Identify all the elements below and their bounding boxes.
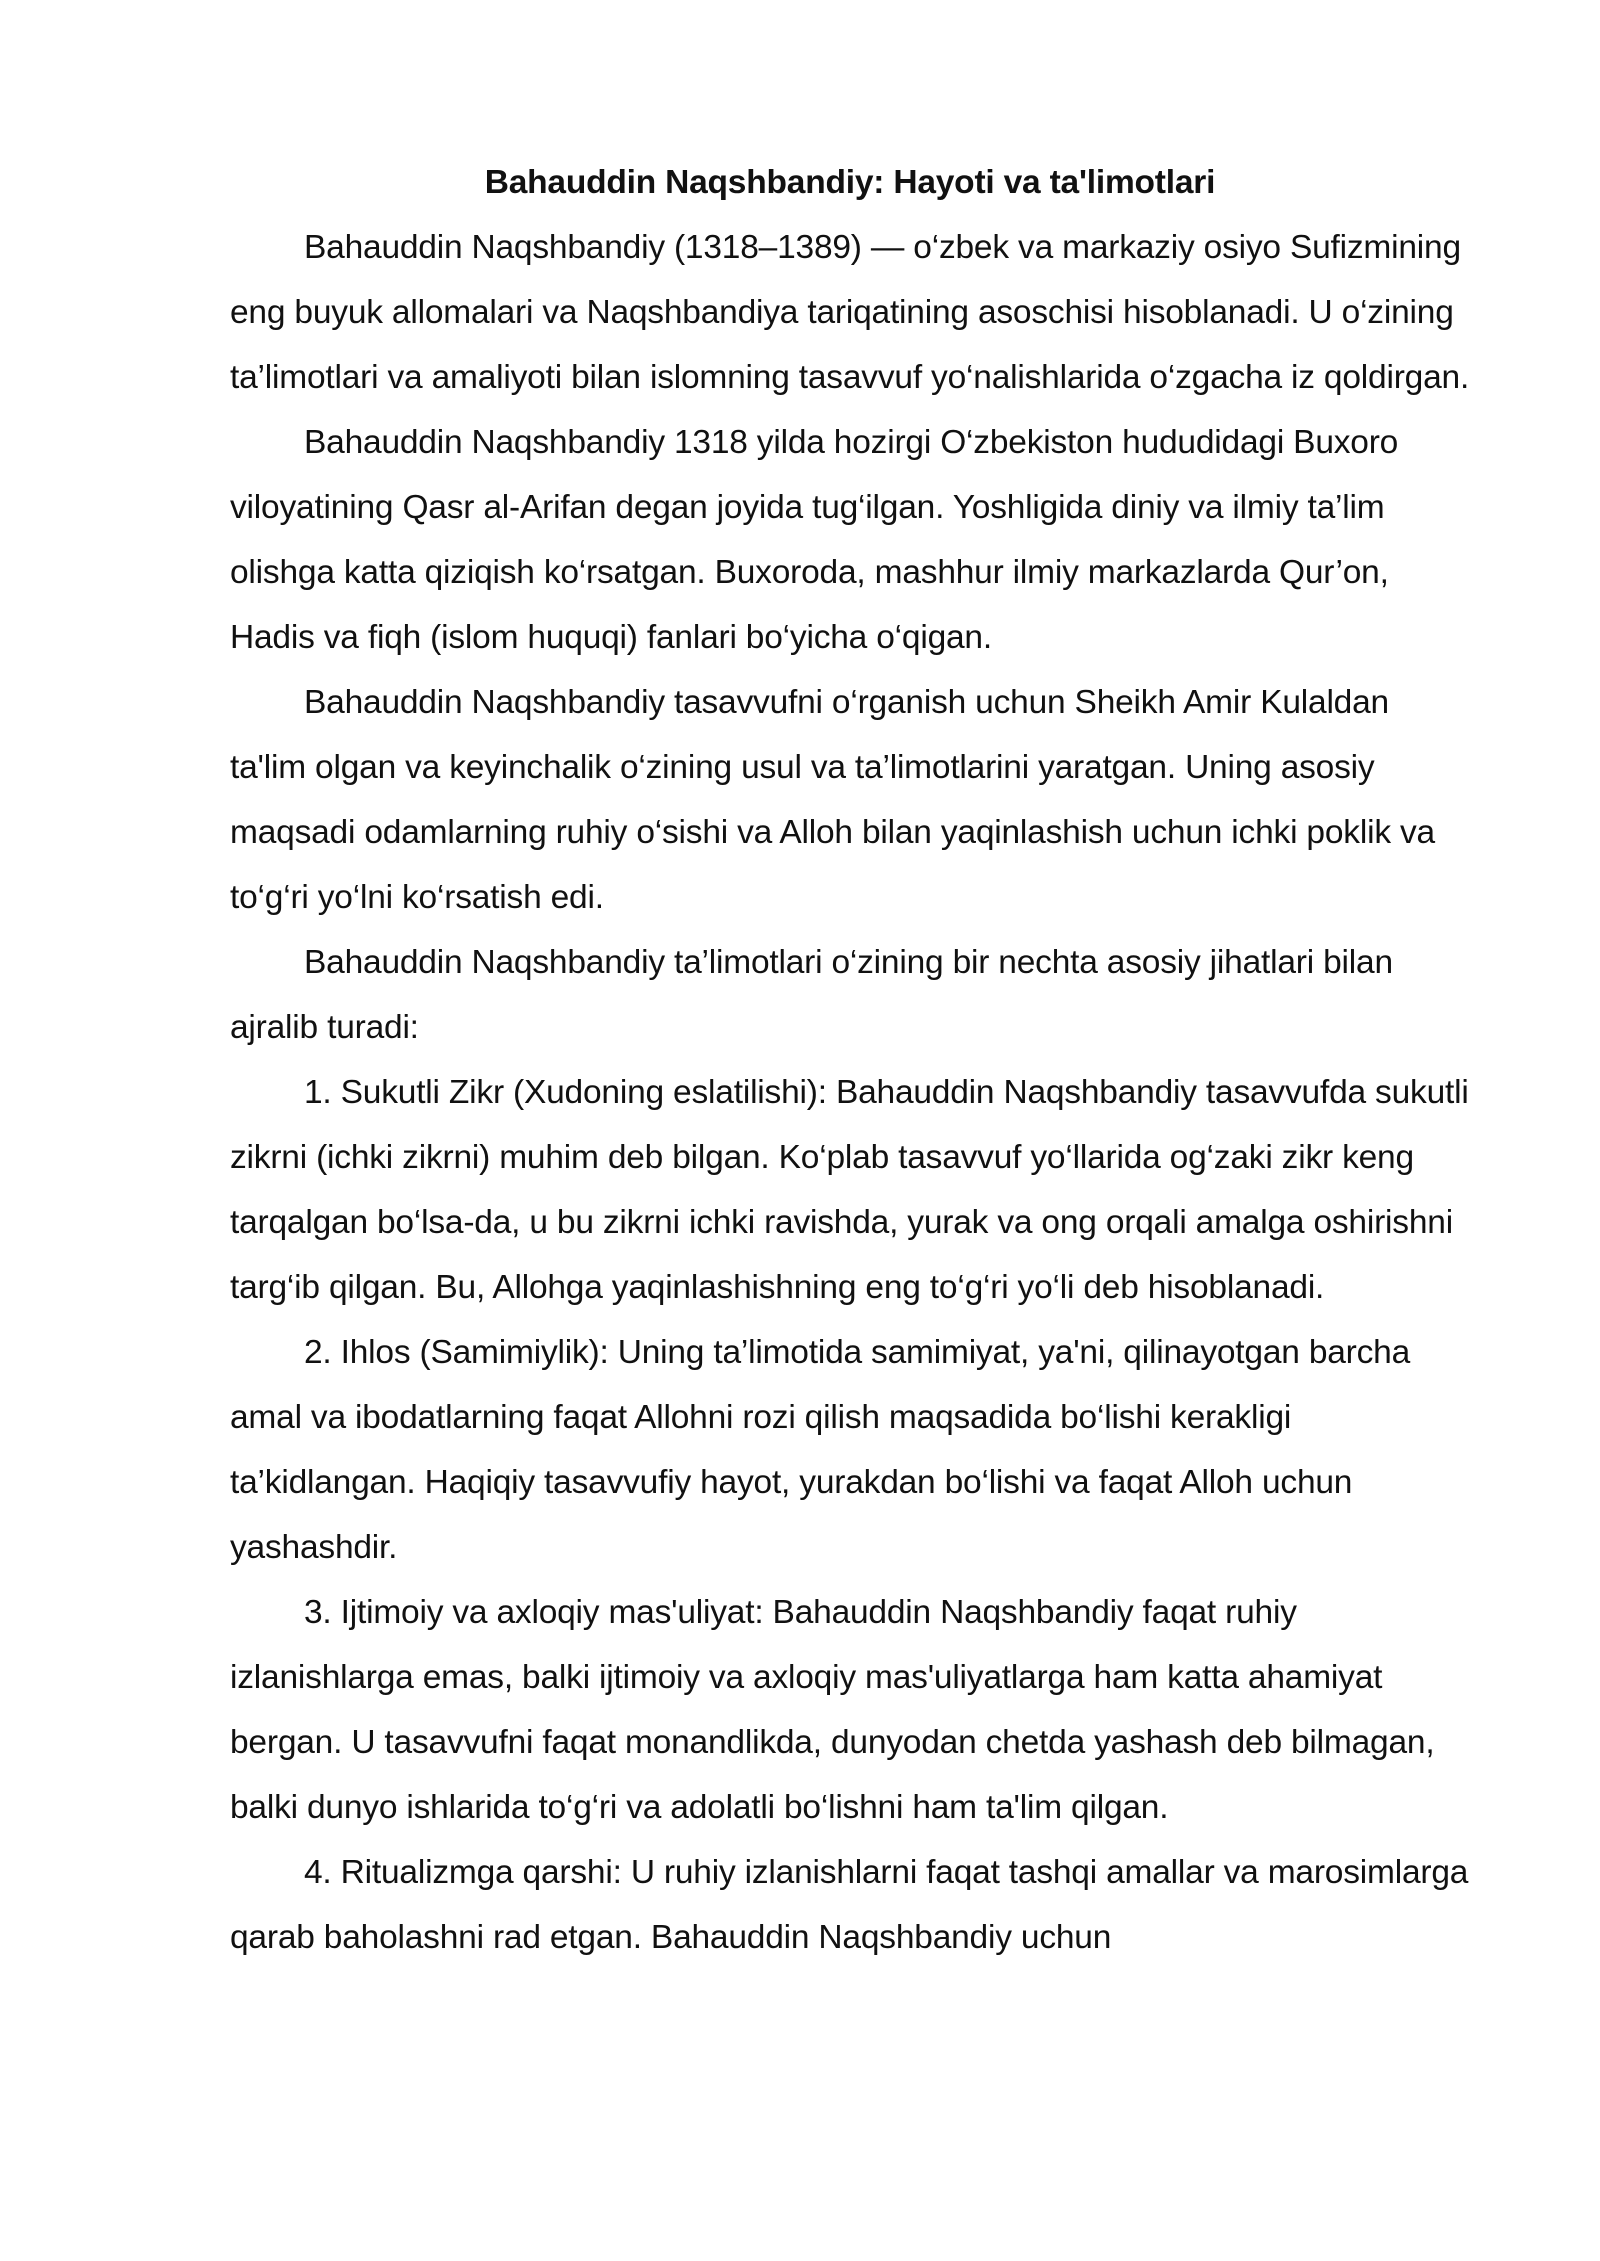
- list-item-ihlos: 2. Ihlos (Samimiylik): Uning ta’limotida samimiyat, ya'ni, qilinayotgan barcha amal va ibodatlarning faqat Allohni rozi qilish maqsadida bo‘lishi kerakligi ta’kidlangan. Haqiqiy tasavvufiy hayot, yurakdan bo‘lishi va faqat Alloh uchun yashashdir.: [230, 1334, 1411, 1566]
- document-title: Bahauddin Naqshbandiy: Hayoti va ta'limotlari: [484, 164, 1216, 201]
- paragraph-birth: Bahauddin Naqshbandiy 1318 yilda hozirgi O‘zbekiston hududidagi Buxoro viloyatining Qasr al-Arifan degan joyida tug‘ilgan. Yoshligida diniy va ilmiy ta’lim olishga katta qiziqish ko‘rsatgan. Buxoroda, mashhur ilmiy markazlarda Qur’on, Hadis va fiqh (islom huquqi) fanlari bo‘yicha o‘qigan.: [230, 424, 1399, 656]
- paragraph-teachings-intro: Bahauddin Naqshbandiy ta’limotlari o‘zining bir nechta asosiy jihatlari bilan ajralib turadi:: [230, 944, 1393, 1046]
- paragraph-education: Bahauddin Naqshbandiy tasavvufni o‘rganish uchun Sheikh Amir Kulaldan ta'lim olgan va keyinchalik o‘zining usul va ta’limotlarini yaratgan. Uning asosiy maqsadi odamlarning ruhiy o‘sishi va Alloh bilan yaqinlashish uchun ichki poklik va to‘g‘ri yo‘lni ko‘rsatish edi.: [230, 684, 1435, 916]
- list-item-anti-ritualism: 4. Ritualizmga qarshi: U ruhiy izlanishlarni faqat tashqi amallar va marosimlarga qarab baholashni rad etgan. Bahauddin Naqshbandiy uchun: [230, 1854, 1469, 1956]
- list-item-social-responsibility: 3. Ijtimoiy va axloqiy mas'uliyat: Bahauddin Naqshbandiy faqat ruhiy izlanishlarga emas, balki ijtimoiy va axloqiy mas'uliyatlarga ham katta ahamiyat bergan. U tasavvufni faqat monandlikda, dunyodan chetda yashash deb bilmagan, balki dunyo ishlarida to‘g‘ri va adolatli bo‘lishni ham ta'lim qilgan.: [230, 1594, 1435, 1826]
- list-item-silent-zikr: 1. Sukutli Zikr (Xudoning eslatilishi): Bahauddin Naqshbandiy tasavvufda sukutli zikrni (ichki zikrni) muhim deb bilgan. Ko‘plab tasavvuf yo‘llarida og‘zaki zikr keng tarqalgan bo‘lsa-da, u bu zikrni ichki ravishda, yurak va ong orqali amalga oshirishni targ‘ib qilgan. Bu, Allohga yaqinlashishning eng to‘g‘ri yo‘li deb hisoblanadi.: [230, 1074, 1469, 1306]
- paragraph-intro: Bahauddin Naqshbandiy (1318–1389) — o‘zbek va markaziy osiyo Sufizmining eng buyuk allomalari va Naqshbandiya tariqatining asoschisi hisoblanadi. U o‘zining ta’limotlari va amaliyoti bilan islomning tasavvuf yo‘nalishlarida o‘zgacha iz qoldirgan.: [230, 229, 1470, 396]
- document-page: [230, 150, 1470, 1970]
